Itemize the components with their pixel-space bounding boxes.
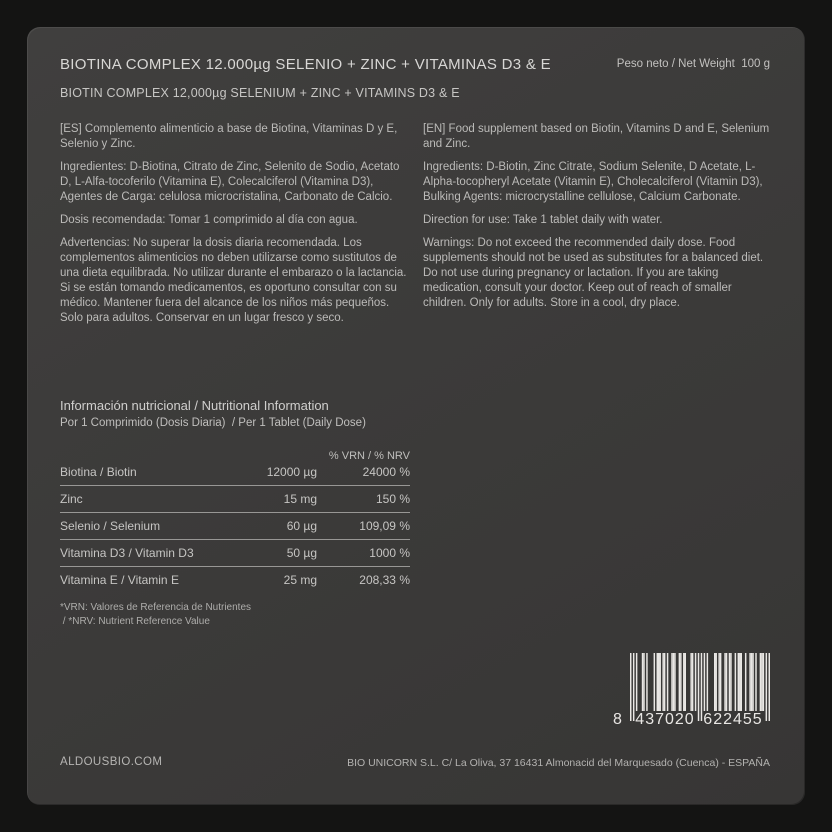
nrv-column-header: % VRN / % NRV	[328, 450, 410, 462]
nutrient-name: Selenio / Selenium	[60, 519, 161, 533]
nutrient-name: Zinc	[60, 492, 83, 506]
product-title-en: BIOTIN COMPLEX 12,000µg SELENIUM + ZINC + VITAMINS D3 & E	[60, 86, 460, 100]
es-dosage-text: Dosis recomendada: Tomar 1 comprimido al día con agua.	[60, 214, 358, 226]
nutrient-amount: 15 mg	[283, 492, 317, 506]
nutrition-table	[60, 459, 410, 593]
table-row	[60, 540, 410, 567]
nutrient-nrv: 208,33 %	[359, 573, 410, 587]
en-warnings-text: Warnings: Do not exceed the recommended daily dose. Food supplements should not be used as substitutes for a balanced diet. Do not use during pregnancy or lactation. If you are taking medication, consult your doctor. Keep out of reach of smaller children. Only for adults. Store in a cool, dry place.	[423, 237, 764, 309]
product-title-es: BIOTINA COMPLEX 12.000µg SELENIO + ZINC + VITAMINAS D3 & E	[60, 56, 551, 73]
es-intro-text: [ES] Complemento alimenticio a base de Biotina, Vitaminas D y E, Selenio y Zinc.	[60, 123, 398, 150]
ean13-barcode	[608, 653, 770, 733]
nutrient-name: Vitamina D3 / Vitamin D3	[60, 546, 194, 560]
nutrient-nrv: 109,09 %	[359, 519, 410, 533]
nutrient-name: Biotina / Biotin	[60, 465, 137, 479]
barcode-digit-group2: 622455	[703, 711, 763, 728]
english-column	[423, 122, 770, 334]
nutrient-nrv: 24000 %	[362, 465, 410, 479]
en-ingredients-text: Ingredients: D-Biotin, Zinc Citrate, Sodium Selenite, D Acetate, L-Alpha-tocopheryl Acetate (Vitamin E), Cholecalciferol (Vitamin D3), Bulking Agents: microcrystalline cellulose, Calcium Carbonate.	[423, 161, 763, 203]
nutrient-amount: 25 mg	[283, 573, 317, 587]
nrv-footnote-line1: *VRN: Valores de Referencia de Nutrientes	[60, 602, 252, 613]
table-row	[60, 513, 410, 540]
spanish-column	[60, 122, 410, 334]
product-label-card	[27, 27, 805, 805]
en-directions-text: Direction for use: Take 1 tablet daily with water.	[423, 214, 663, 226]
table-row	[60, 486, 410, 513]
table-row	[60, 567, 410, 593]
net-weight: Peso neto / Net Weight 100 g	[616, 58, 770, 70]
barcode-digit-group1: 437020	[635, 711, 695, 728]
nutrient-amount: 12000 µg	[266, 465, 317, 479]
barcode-digits	[608, 711, 770, 729]
en-intro-text: [EN] Food supplement based on Biotin, Vitamins D and E, Selenium and Zinc.	[423, 123, 770, 150]
nrv-footnote	[60, 601, 251, 628]
nutrient-amount: 50 µg	[286, 546, 317, 560]
nutrition-subheading: Por 1 Comprimido (Dosis Diaria) / Per 1 Tablet (Daily Dose)	[60, 417, 366, 429]
nutrient-nrv: 150 %	[375, 492, 410, 506]
es-warnings-text: Advertencias: No superar la dosis diaria recomendada. Los complementos alimenticios no deben utilizarse como sustitutos de una dieta equilibrada. No utilizar durante el embarazo o la lactancia. Si se están tomando medicamentos, es oportuno consultar con su médico. Mantener fuera del alcance de los niños más pequeños. Solo para adultos. Conservar en un lugar fresco y seco.	[60, 237, 407, 324]
company-address: BIO UNICORN S.L. C/ La Oliva, 37 16431 Almonacid del Marquesado (Cuenca) - ESPAÑA	[347, 757, 770, 769]
table-row	[60, 459, 410, 486]
nutrient-nrv: 1000 %	[369, 546, 410, 560]
bilingual-text-columns	[60, 122, 770, 334]
nutrient-amount: 60 µg	[286, 519, 317, 533]
nutrient-name: Vitamina E / Vitamin E	[60, 573, 179, 587]
barcode-digit-first: 8	[613, 711, 623, 728]
website-url: ALDOUSBIO.COM	[60, 756, 163, 768]
nutrition-heading: Información nutricional / Nutritional Information	[60, 398, 329, 413]
nrv-footnote-line2: / *NRV: Nutrient Reference Value	[60, 615, 210, 627]
es-ingredients-text: Ingredientes: D-Biotina, Citrato de Zinc, Selenito de Sodio, Acetato D, L-Alfa-tocoferilo (Vitamina E), Colecalciferol (Vitamina D3), Agentes de Carga: celulosa microcristalina, Carbonato de Calcio.	[60, 161, 400, 203]
